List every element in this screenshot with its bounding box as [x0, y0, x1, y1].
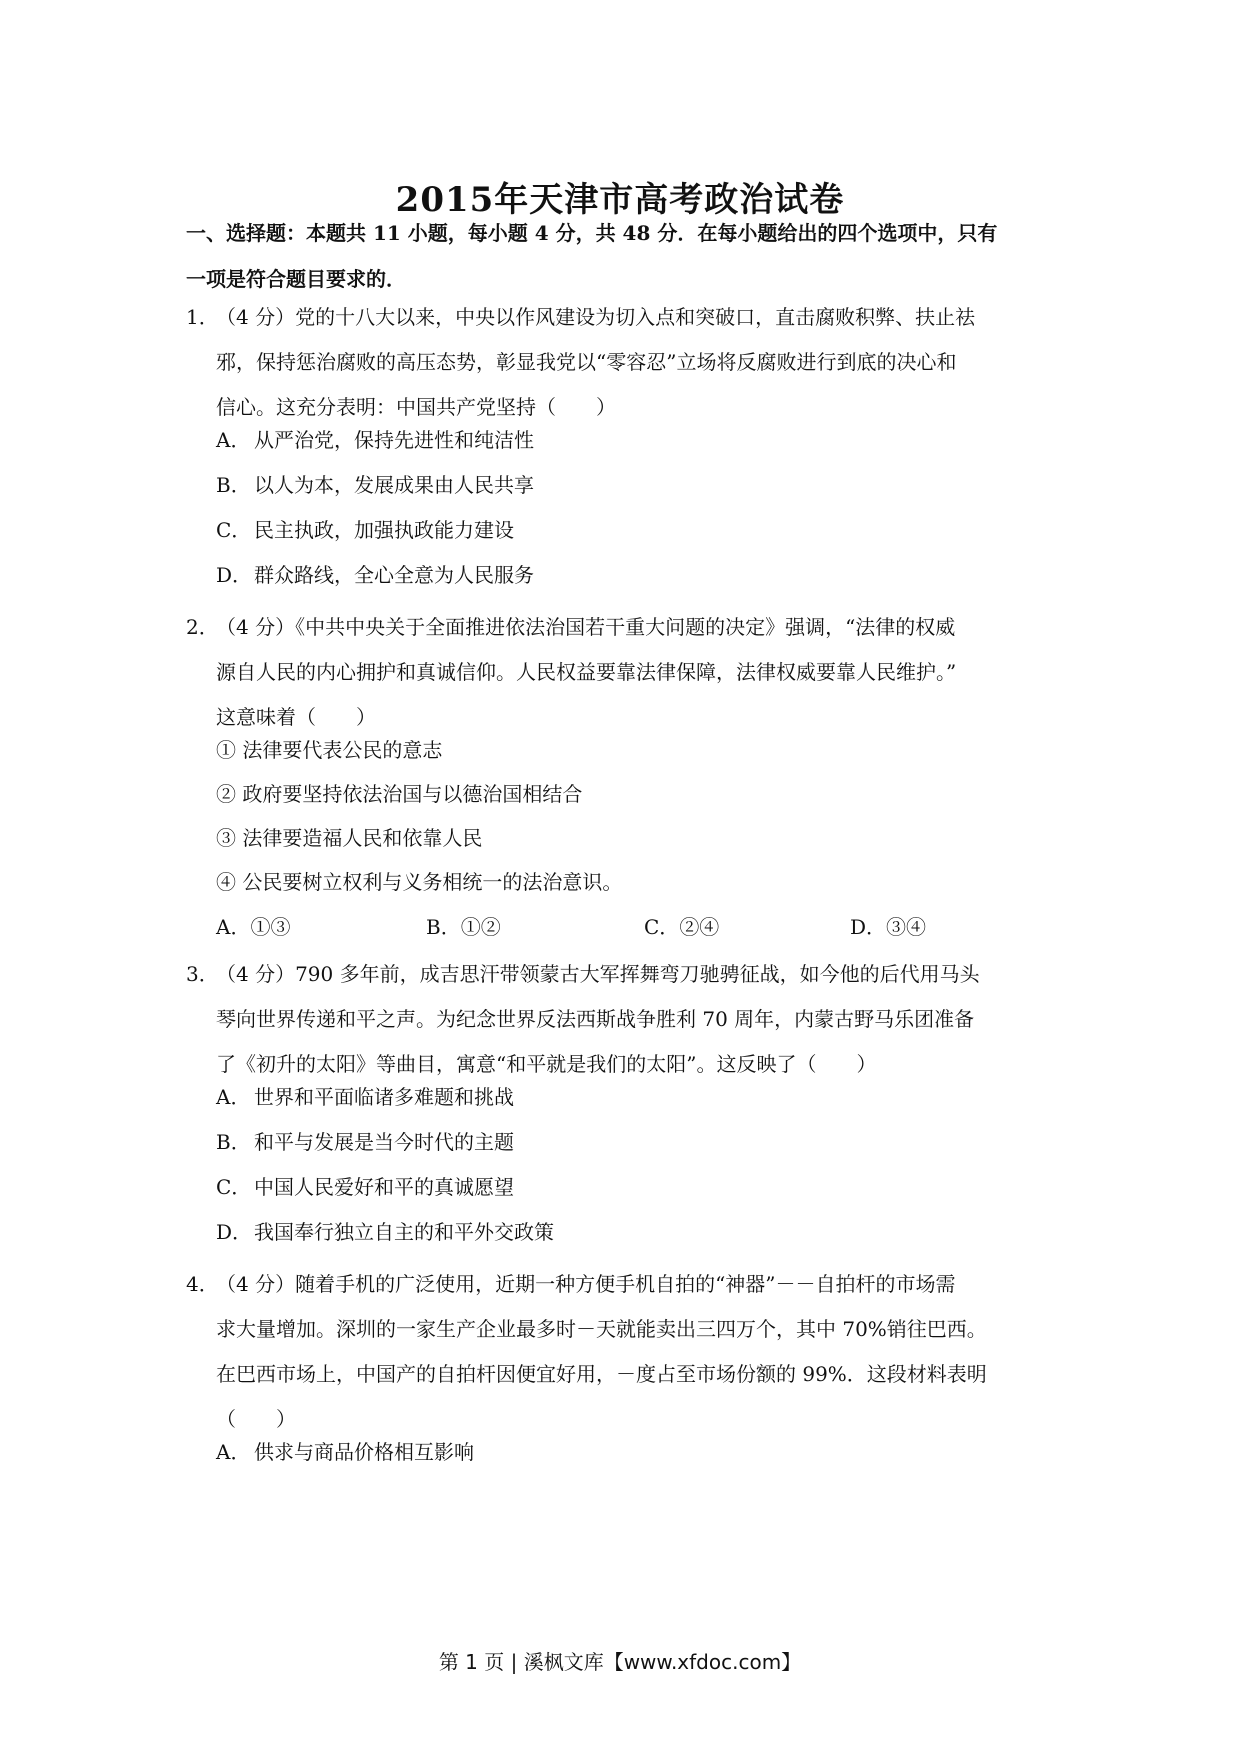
- question-3: [186, 952, 1056, 1087]
- option-a[interactable]: [216, 1075, 514, 1120]
- option-text: 和平与发展是当今时代的主题: [254, 1130, 514, 1154]
- option-c[interactable]: [216, 1165, 514, 1210]
- option-text: ②④: [679, 915, 720, 939]
- question-number: 3．: [186, 962, 219, 986]
- question-text-line: 源自人民的内心拥护和真诚信仰。人民权益要靠法律保障，法律权威要靠人民维护。”: [216, 660, 957, 684]
- option-text: 群众路线，全心全意为人民服务: [254, 563, 534, 587]
- option-d[interactable]: [216, 553, 534, 598]
- question-number: 4．: [186, 1272, 219, 1296]
- statement-3: ③ 法律要造福人民和依靠人民: [216, 826, 483, 850]
- page-title: 2015年天津市高考政治试卷: [395, 180, 845, 220]
- option-text: 中国人民爱好和平的真诚愿望: [254, 1175, 514, 1199]
- option-label: C．: [216, 1175, 252, 1199]
- option-text: 民主执政，加强执政能力建设: [254, 518, 514, 542]
- option-label: A．: [216, 1085, 251, 1109]
- option-c[interactable]: [216, 508, 514, 553]
- option-label: A．: [216, 1440, 251, 1464]
- option-label: D．: [216, 563, 253, 587]
- question-text-line: 在巴西市场上，中国产的自拍杆因便宜好用，－度占至市场份额的 99%．这段材料表明: [216, 1362, 987, 1386]
- page-footer: 第 1 页 | 溪枫文库【www.xfdoc.com】: [438, 1650, 802, 1674]
- question-text-line: （4 分）党的十八大以来，中央以作风建设为切入点和突破口，直击腐败积弊、扶止祛: [216, 305, 976, 329]
- option-label: A．: [216, 915, 251, 939]
- question-number: 1．: [186, 305, 219, 329]
- question-text-line: 邪，保持惩治腐败的高压态势，彰显我党以“零容忍”立场将反腐败进行到底的决心和: [216, 350, 957, 374]
- option-c[interactable]: [644, 905, 719, 950]
- question-4: [186, 1262, 1056, 1442]
- question-text-line: （ ）: [216, 1407, 296, 1431]
- option-text: ③④: [886, 915, 927, 939]
- option-b[interactable]: [216, 463, 534, 508]
- section-heading-line: 一、选择题：本题共 11 小题，每小题 4 分，共 48 分．在每小题给出的四个选项中，只有: [186, 221, 998, 245]
- option-a[interactable]: [216, 1430, 474, 1475]
- question-text-line: （4 分）《中共中央关于全面推进依法治国若干重大问题的决定》强调，“法律的权威: [216, 615, 956, 639]
- option-text: 我国奉行独立自主的和平外交政策: [254, 1220, 554, 1244]
- statement-4: ④ 公民要树立权利与义务相统一的法治意识。: [216, 870, 623, 894]
- option-row: [216, 905, 1036, 950]
- option-b[interactable]: [426, 905, 501, 950]
- option-label: C．: [216, 518, 252, 542]
- option-text: 世界和平面临诸多难题和挑战: [254, 1085, 514, 1109]
- option-label: B．: [426, 915, 461, 939]
- question-text-line: 琴向世界传递和平之声。为纪念世界反法西斯战争胜利 70 周年，内蒙古野马乐团准备: [216, 1007, 975, 1031]
- question-text-line: 这意味着（ ）: [216, 705, 376, 729]
- option-label: C．: [644, 915, 680, 939]
- section-heading: [186, 210, 1056, 302]
- option-label: A．: [216, 428, 251, 452]
- option-text: ①③: [250, 915, 291, 939]
- option-label: D．: [850, 915, 887, 939]
- question-2: [186, 605, 1056, 740]
- option-label: D．: [216, 1220, 253, 1244]
- option-label: B．: [216, 473, 251, 497]
- option-d[interactable]: [850, 905, 926, 950]
- option-a[interactable]: [216, 905, 290, 950]
- question-1: [186, 295, 1056, 430]
- option-d[interactable]: [216, 1210, 554, 1255]
- option-b[interactable]: [216, 1120, 514, 1165]
- question-text-line: （4 分）随着手机的广泛使用，近期一种方便手机自拍的“神器”－－自拍杆的市场需: [216, 1272, 956, 1296]
- option-a[interactable]: [216, 418, 534, 463]
- option-text: 供求与商品价格相互影响: [254, 1440, 474, 1464]
- question-text-line: 信心。这充分表明：中国共产党坚持（ ）: [216, 395, 616, 419]
- option-label: B．: [216, 1130, 251, 1154]
- question-text-line: 了《初升的太阳》等曲目，寓意“和平就是我们的太阳”。这反映了（ ）: [216, 1052, 877, 1076]
- statement-2: ② 政府要坚持依法治国与以德治国相结合: [216, 782, 583, 806]
- question-text-line: （4 分）790 多年前，成吉思汗带领蒙古大军挥舞弯刀驰骋征战，如今他的后代用马头: [216, 962, 980, 986]
- question-text-line: 求大量增加。深圳的一家生产企业最多时－天就能卖出三四万个，其中 70%销往巴西。: [216, 1317, 987, 1341]
- statement-1: ① 法律要代表公民的意志: [216, 738, 443, 762]
- option-text: 从严治党，保持先进性和纯洁性: [254, 428, 534, 452]
- option-text: ①②: [460, 915, 501, 939]
- question-number: 2．: [186, 615, 219, 639]
- section-heading-line: 一项是符合题目要求的．: [186, 267, 406, 291]
- option-text: 以人为本，发展成果由人民共享: [254, 473, 534, 497]
